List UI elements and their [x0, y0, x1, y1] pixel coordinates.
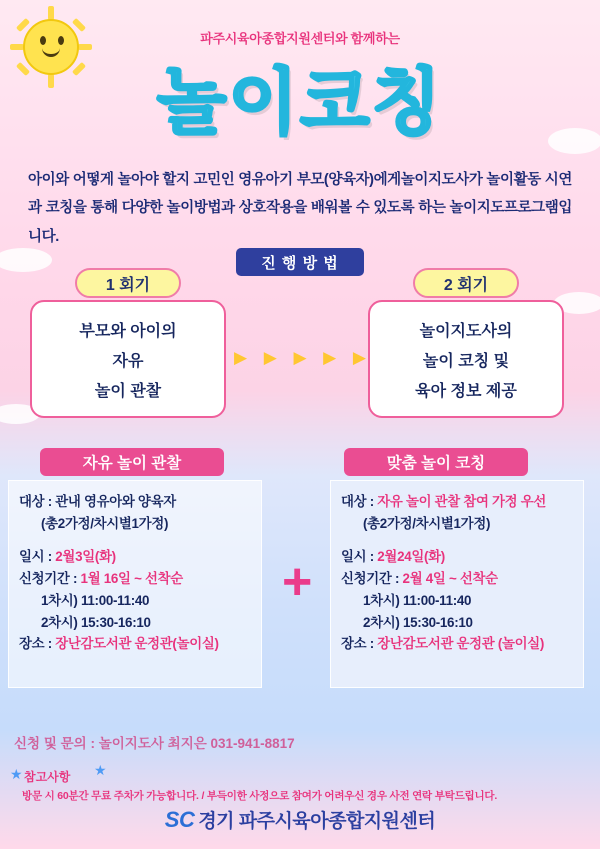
- left-slot-2: 2차시) 15:30-16:10: [41, 614, 151, 630]
- arrow-right-icon: ▶: [352, 348, 366, 367]
- arrow-right-icon: ▶: [293, 348, 307, 367]
- round-1-line-2: 자유: [112, 352, 144, 370]
- left-slot-1: 1차시) 11:00-11:40: [41, 592, 150, 608]
- right-target-row: [341, 491, 573, 513]
- star-icon: ★: [94, 762, 107, 778]
- section-left-title: 자유 놀이 관찰: [40, 448, 224, 476]
- org-logo: SC: [164, 807, 195, 832]
- arrow-sequence: [234, 348, 366, 368]
- round-1-line-1: 부모와 아이의: [79, 322, 177, 340]
- right-place-row: [341, 633, 573, 655]
- left-apply-value: 1월 16일 ~ 선착순: [80, 571, 183, 587]
- left-target-label: 대상 :: [19, 494, 56, 509]
- round-2-line-2: 놀이 코칭 및: [422, 352, 510, 370]
- arrow-right-icon: ▶: [263, 348, 277, 367]
- right-target-value: 자유 놀이 관찰 참여 가정 우선: [377, 494, 547, 509]
- left-date-row: [19, 546, 251, 568]
- left-target-row: [19, 491, 251, 513]
- left-target-value: 관내 영유아와 양육자: [55, 494, 176, 509]
- note-line: 방문 시 60분간 무료 주차가 가능합니다. / 부득이한 사정으로 참여가 어려우신 경우 사전 연락 부탁드립니다.: [22, 790, 498, 802]
- right-place-value: 장난감도서관 운정관 (놀이실): [377, 636, 545, 652]
- organization: [0, 806, 600, 833]
- page-title: 놀이코칭: [156, 63, 444, 143]
- round-2-tag: 2 회기: [413, 268, 519, 298]
- right-apply-label: 신청기간 :: [341, 571, 403, 587]
- left-place-label: 장소 :: [19, 636, 56, 652]
- right-place-label: 장소 :: [341, 636, 378, 652]
- left-target-sub: (총2가정/차시별1가정): [41, 515, 169, 531]
- right-date-row: [341, 546, 573, 568]
- round-1-tag: 1 회기: [75, 268, 181, 298]
- left-apply-row: [19, 568, 251, 590]
- section-left-panel: [8, 480, 262, 688]
- left-apply-label: 신청기간 :: [19, 571, 81, 587]
- right-target-label: 대상 :: [341, 494, 378, 509]
- left-place-value: 장난감도서관 운정관(놀이실): [55, 636, 219, 652]
- contact-line: 신청 및 문의 : 놀이지도사 최지은 031-941-8817: [14, 736, 295, 751]
- process-label: 진 행 방 법: [236, 248, 364, 276]
- section-right-panel: [330, 480, 584, 688]
- org-name: 경기 파주시육아종합지원센터: [198, 811, 436, 832]
- right-date-label: 일시 :: [341, 549, 378, 565]
- intro-paragraph: 아이와 어떻게 놀아야 할지 고민인 영유아기 부모(양육자)에게놀이지도사가 놀이활동 시연과 코칭을 통해 다양한 놀이방법과 상호작용을 배워볼 수 있도록 하는 놀이지도프로그램입니다.: [28, 172, 572, 245]
- left-date-value: 2월3일(화): [55, 549, 116, 565]
- section-right-title: 맞춤 놀이 코칭: [344, 448, 528, 476]
- note-title: 참고사항: [24, 770, 71, 784]
- arrow-right-icon: ▶: [234, 348, 248, 367]
- pre-title: 파주시육아종합지원센터와 함께하는: [200, 31, 400, 46]
- round-2-line-3: 육아 정보 제공: [415, 382, 517, 400]
- cloud-icon: [0, 248, 52, 272]
- right-target-sub: (총2가정/차시별1가정): [363, 515, 491, 531]
- arrow-right-icon: ▶: [323, 348, 337, 367]
- left-date-label: 일시 :: [19, 549, 56, 565]
- round-1-line-3: 놀이 관찰: [94, 382, 162, 400]
- right-apply-row: [341, 568, 573, 590]
- right-slot-2: 2차시) 15:30-16:10: [363, 614, 473, 630]
- round-1-box: [30, 300, 226, 418]
- left-place-row: [19, 633, 251, 655]
- right-date-value: 2월24일(화): [377, 549, 445, 565]
- right-slot-1: 1차시) 11:00-11:40: [363, 592, 472, 608]
- round-2-line-1: 놀이지도사의: [419, 322, 513, 340]
- plus-icon: +: [282, 553, 313, 611]
- round-2-box: [368, 300, 564, 418]
- star-icon: ★: [10, 766, 23, 782]
- right-apply-value: 2월 4일 ~ 선착순: [402, 571, 498, 587]
